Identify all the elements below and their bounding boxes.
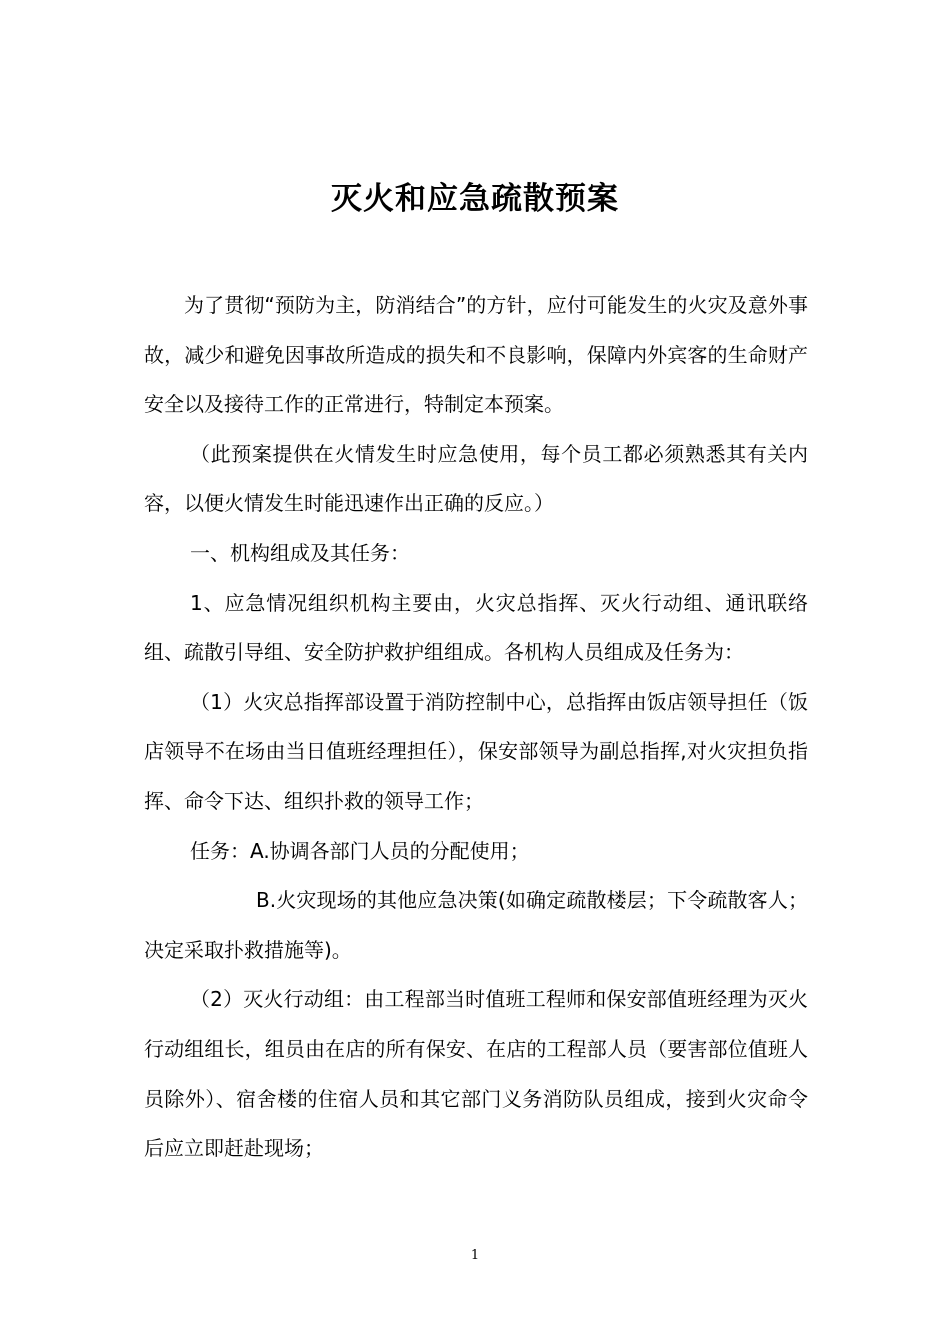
- paragraph-purpose: 为了贯彻“预防为主，防消结合”的方针，应付可能发生的火灾及意外事故，减少和避免因事故所造成的损失和不良影响，保障内外宾客的生命财产安全以及接待工作的正常进行，特制定本预案。: [144, 293, 808, 417]
- page-number: 1: [470, 1248, 480, 1263]
- paragraph-task-b: B.火灾现场的其他应急决策(如确定疏散楼层；下令疏散客人；决定采取扑救措施等)。: [144, 888, 808, 962]
- paragraph-note: （此预案提供在火情发生时应急使用，每个员工都必须熟悉其有关内容，以便火情发生时能迅速作出正确的反应。）: [144, 441, 808, 516]
- paragraph-task-a: 任务：A.协调各部门人员的分配使用；: [190, 838, 530, 863]
- paragraph-firefighting-team: （2）灭火行动组：由工程部当时值班工程师和保安部值班经理为灭火行动组组长，组员由在店的所有保安、在店的工程部人员（要害部位值班人员除外）、宿舍楼的住宿人员和其它部门义务消防队员组成，接到火灾命令后应立即赶赴现场；: [144, 987, 808, 1161]
- paragraph-fire-command: （1）火灾总指挥部设置于消防控制中心，总指挥由饭店领导担任（饭店领导不在场由当日值班经理担任），保安部领导为副总指挥,对火灾担负指挥、命令下达、组织扑救的领导工作；: [144, 689, 808, 813]
- document-body: [144, 281, 808, 1174]
- document-title: 灭火和应急疏散预案: [331, 181, 619, 217]
- section-heading-organization: 一、机构组成及其任务：: [190, 540, 410, 565]
- paragraph-organization-structure: 1、应急情况组织机构主要由，火灾总指挥、灭火行动组、通讯联络组、疏散引导组、安全防护救护组组成。各机构人员组成及任务为：: [144, 590, 808, 665]
